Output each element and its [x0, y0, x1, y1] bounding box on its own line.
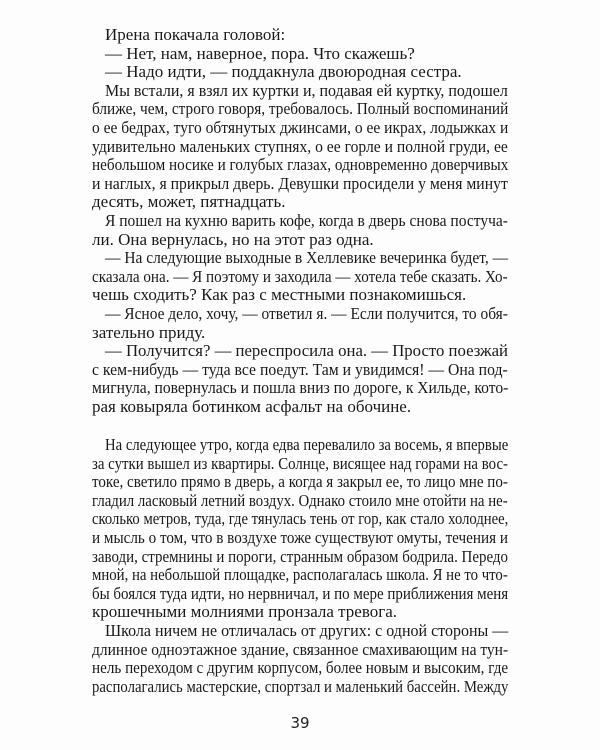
text-line: о ее бедрах, туго обтянутых джинсами, о ее икрах, лодыжках и — [92, 118, 509, 137]
text-line: Я пошел на кухню варить кофе, когда в дверь снова постуча- — [105, 211, 508, 230]
text-line: сколько метров, туда, где тянулась тень от гор, как стало холоднее, — [92, 509, 509, 529]
text-line: — Нет, нам, наверное, пора. Что скажешь? — [105, 43, 415, 63]
text-line: токе, светило прямо в дверь, а когда я закрыл ее, то лицо мне по- — [92, 472, 508, 492]
text-line: Мы встали, я взял их куртки и, подавая ей куртку, подошел — [105, 80, 508, 100]
text-line: длинное одноэтажное здание, связанное смахивающим на тун- — [92, 639, 509, 659]
text-line: крошечными молниями пронзала тревога. — [92, 602, 398, 622]
text-line: десять, может, пятнадцать. — [92, 192, 286, 212]
text-line: с кем-нибудь — туда все поедут. Там и увидимся! — Она под- — [92, 359, 508, 379]
text-line: чешь сходить? Как раз с местными познакомишься. — [92, 285, 467, 305]
text-line: небольшом носике и голубых глазах, одновременно доверчивых — [92, 155, 509, 175]
text-line: и мысль о том, что в воздухе тоже существуют омуты, течения и — [92, 528, 508, 547]
text-line: — Надо идти, — поддакнула двоюродная сестра. — [105, 62, 462, 82]
text-line: мигнула, повернулась и пошла вниз по дороге, к Хильде, кото- — [92, 378, 509, 398]
text-line: зательно приду. — [92, 322, 206, 342]
text-line: — На следующие выходные в Хеллевике вечеринка будет, — — [105, 248, 509, 268]
text-line: ли. Она вернулась, но на этот раз одна. — [92, 229, 374, 249]
text-line: бы боялся туда идти, но нервничал, и по мере приближения меня — [92, 583, 509, 603]
text-line: Ирена покачала головой: — [105, 25, 286, 44]
text-line: нель переходом с другим корпусом, более новым и высоким, где — [92, 658, 509, 678]
text-line: сказала она. — Я поэтому и заходила — хотела тебе сказать. Хо- — [92, 266, 508, 286]
text-line: располагались мастерские, спортзал и маленький бассейн. Между — [92, 676, 509, 696]
text-line: за сутки вышел из квартиры. Солнце, висящее над горами на вос- — [92, 453, 509, 473]
text-line: рая ковыряла ботинком асфальт на обочине. — [92, 397, 412, 416]
page-number: 39 — [290, 714, 310, 732]
text-line: заводи, стремнины и пороги, странным образом бодрила. Передо — [92, 546, 508, 566]
text-line: гладил ласковый летний воздух. Однако стоило мне отойти на не- — [92, 490, 508, 510]
text-line: мной, на небольшой площадке, располагалась школа. Я не то что- — [92, 565, 508, 585]
text-line: и наглых, я прикрыл дверь. Девушки просидели у меня минут — [92, 173, 508, 193]
text-line: удивительно маленьких ступнях, о ее горле и полной груди, ее — [92, 136, 508, 156]
text-line: На следующее утро, когда едва перевалило за восемь, я впервые — [105, 435, 509, 454]
text-line: — Получится? — переспросила она. — Просто поезжай — [105, 341, 509, 361]
text-line: ближе, чем, строго говоря, требовалось. Полный воспоминаний — [92, 99, 509, 119]
text-line: — Ясное дело, хочу, — ответил я. — Если получится, то обя- — [105, 304, 508, 323]
text-line: Школа ничем не отличалась от других: с одной стороны — — [105, 621, 509, 640]
